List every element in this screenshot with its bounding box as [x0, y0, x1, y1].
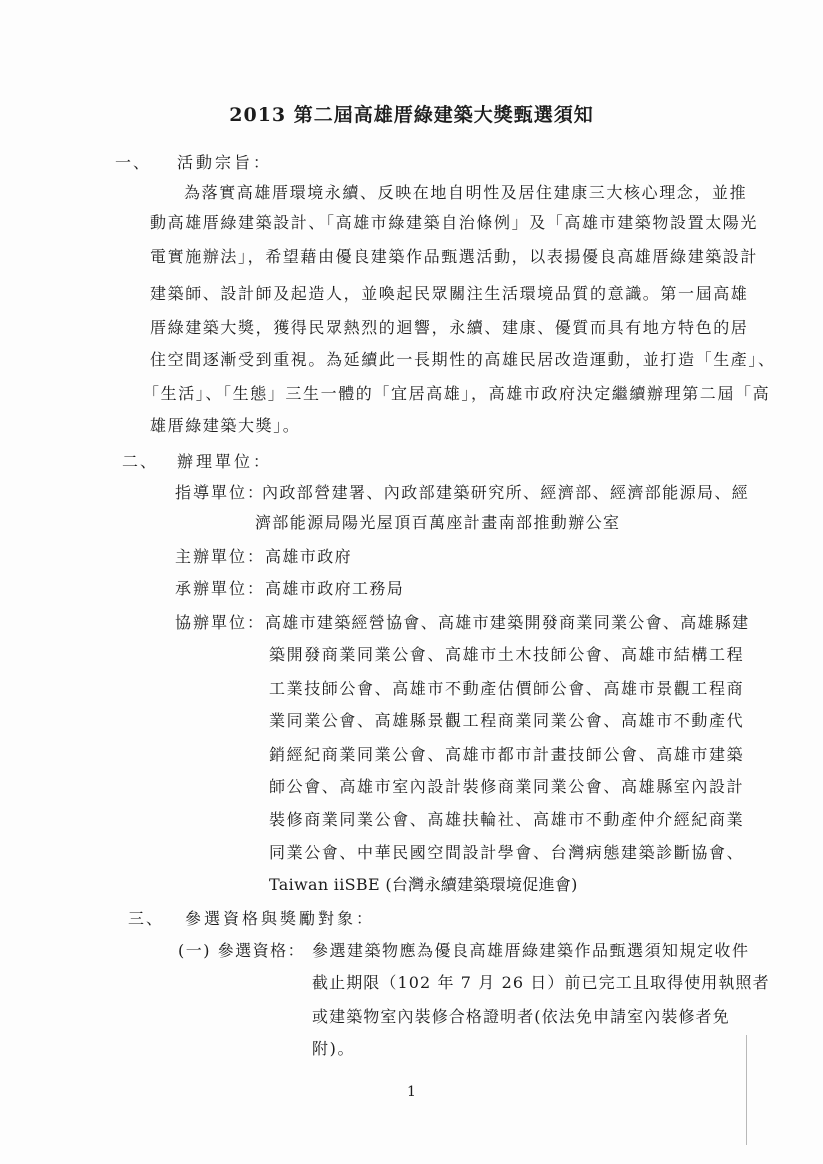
document-title: 2013 第二屆高雄厝綠建築大獎甄選須知 — [229, 104, 594, 126]
paragraph-line: 住空間逐漸受到重視。為延續此一長期性的高雄民居改造運動，並打造「生產」、 — [150, 350, 776, 369]
co-organizer-line: 銷經紀商業同業公會、高雄市都市計畫技師公會、高雄市建築 — [269, 745, 745, 764]
co-organizer-unit-label: 協辦單位： — [175, 613, 266, 632]
eligibility-line: 截止期限（102 年 7 月 26 日）前已完工且取得使用執照者 — [312, 973, 770, 992]
guidance-unit-line: 濟部能源局陽光屋頂百萬座計畫南部推動辦公室 — [255, 513, 621, 532]
scan-artifact-line — [746, 1035, 747, 1145]
paragraph-line: 動高雄厝綠建築設計、「高雄市綠建築自治條例」及「高雄市建築物設置太陽光 — [150, 213, 759, 232]
paragraph-line: 厝綠建築大獎，獲得民眾熱烈的迴響，永續、建康、優質而具有地方特色的居 — [150, 318, 749, 337]
eligibility-line: 附)。 — [312, 1039, 356, 1058]
section-1-number: 一、 — [115, 153, 152, 172]
paragraph-line: 雄厝綠建築大獎」。 — [150, 416, 301, 435]
guidance-unit-line: 內政部營建署、內政部建築研究所、經濟部、經濟部能源局、經 — [262, 483, 750, 502]
co-organizer-line: 工業技師公會、高雄市不動產估價師公會、高雄市景觀工程商 — [269, 679, 745, 698]
section-1-heading: 活動宗旨： — [177, 153, 273, 172]
section-3-heading: 參選資格與獎勵對象： — [185, 909, 376, 928]
co-organizer-line: 築開發商業同業公會、高雄市土木技師公會、高雄市結構工程 — [269, 645, 745, 664]
section-2-heading: 辦理單位： — [177, 452, 273, 471]
page-number: 1 — [407, 1084, 416, 1100]
co-organizer-line: 師公會、高雄市室內設計裝修商業同業公會、高雄縣室內設計 — [269, 777, 745, 796]
organizer-unit-value: 高雄市政府工務局 — [265, 579, 405, 598]
organizer-unit-label: 承辦單位： — [175, 579, 266, 598]
section-3-number: 三、 — [128, 909, 165, 928]
paragraph-line: 建築師、設計師及起造人，並喚起民眾關注生活環境品質的意識。第一屆高雄 — [150, 284, 749, 303]
co-organizer-line: 業同業公會、高雄縣景觀工程商業同業公會、高雄市不動產代 — [269, 711, 745, 730]
eligibility-line: 參選建築物應為優良高雄厝綠建築作品甄選須知規定收件 — [312, 941, 750, 960]
eligibility-line: 或建築物室內裝修合格證明者(依法免申請室內裝修者免 — [312, 1007, 730, 1026]
section-2-number: 二、 — [122, 452, 159, 471]
paragraph-line: 「生活」、「生態」三生一體的「宜居高雄」，高雄市政府決定繼續辦理第二屆「高 — [143, 384, 771, 403]
host-unit-label: 主辦單位： — [175, 547, 266, 566]
host-unit-value: 高雄市政府 — [265, 547, 353, 566]
paragraph-line: 電實施辦法」，希望藉由優良建築作品甄選活動，以表揚優良高雄厝綠建築設計 — [150, 247, 759, 266]
co-organizer-line: 高雄市建築經營協會、高雄市建築開發商業同業公會、高雄縣建 — [265, 613, 750, 632]
co-organizer-line: 同業公會、中華民國空間設計學會、台灣病態建築診斷協會、 — [269, 843, 745, 862]
paragraph-line: 為落實高雄厝環境永續、反映在地自明性及居住建康三大核心理念，並推 — [184, 183, 748, 202]
guidance-unit-label: 指導單位： — [175, 483, 266, 502]
co-organizer-line: 裝修商業同業公會、高雄扶輪社、高雄市不動產仲介經紀商業 — [269, 810, 745, 829]
co-organizer-line: Taiwan iiSBE (台灣永續建築環境促進會) — [269, 875, 578, 894]
eligibility-label: (一) 參選資格： — [178, 941, 306, 960]
